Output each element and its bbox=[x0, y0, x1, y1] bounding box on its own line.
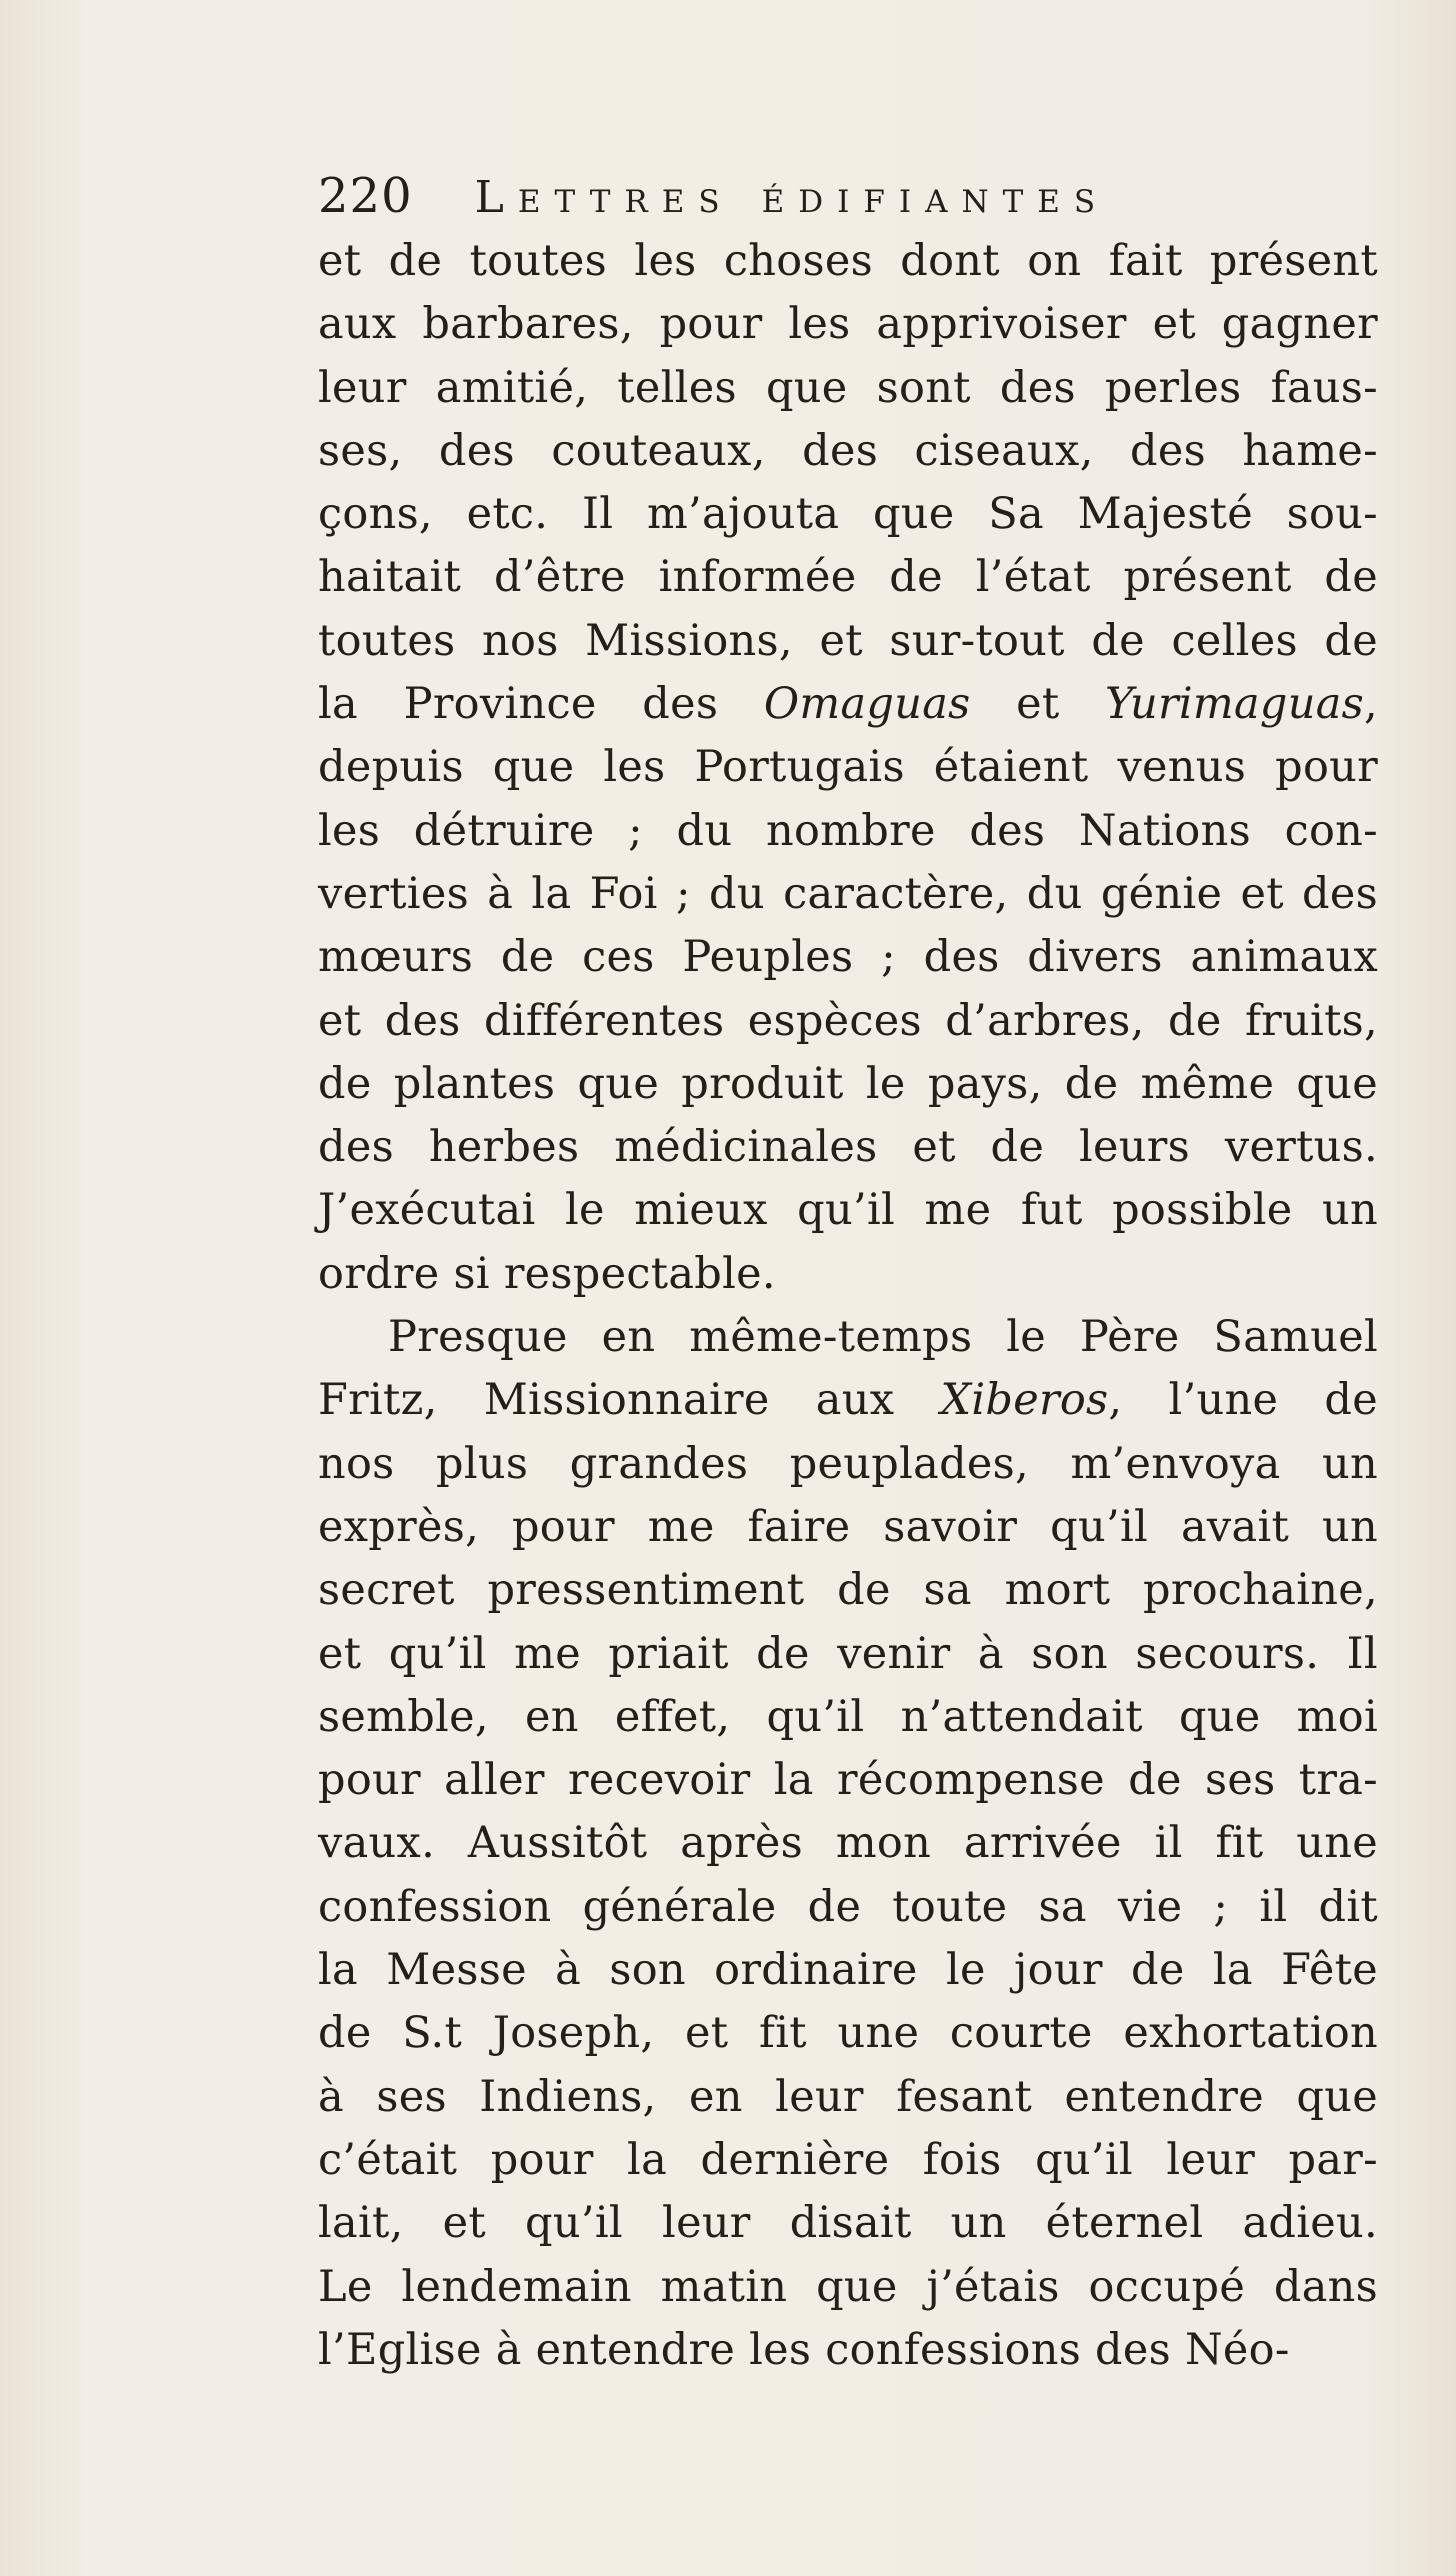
text-segment: des herbes médicinales et de leurs vertus. bbox=[318, 1122, 1378, 1173]
text-line bbox=[318, 420, 1378, 483]
text-line bbox=[318, 1306, 1378, 1369]
text-segment: J’exécutai le mieux qu’il me fut possible un bbox=[318, 1185, 1378, 1236]
text-segment: ordre si respectable. bbox=[318, 1248, 776, 1299]
text-segment: Presque en même-temps le Père Samuel bbox=[388, 1312, 1378, 1363]
text-segment: secret pressentiment de sa mort prochaine, bbox=[318, 1565, 1378, 1616]
text-line bbox=[318, 673, 1378, 736]
text-line bbox=[318, 1939, 1378, 2002]
text-line bbox=[318, 1243, 1378, 1306]
text-segment: lait, et qu’il leur disait un éternel adieu. bbox=[318, 2198, 1378, 2249]
text-line bbox=[318, 1686, 1378, 1749]
text-line bbox=[318, 2066, 1378, 2129]
text-segment: exprès, pour me faire savoir qu’il avait un bbox=[318, 1501, 1378, 1552]
text-line bbox=[318, 736, 1378, 799]
text-segment: de S.t Joseph, et fit une courte exhortation bbox=[318, 2008, 1378, 2059]
italic-text: Omaguas bbox=[763, 679, 971, 730]
text-segment: verties à la Foi ; du caractère, du génie et des bbox=[318, 868, 1378, 919]
text-segment: mœurs de ces Peuples ; des divers animaux bbox=[318, 932, 1378, 983]
text-segment: , bbox=[1364, 679, 1378, 730]
italic-text: Xiberos bbox=[940, 1375, 1109, 1426]
text-line bbox=[318, 546, 1378, 609]
text-line bbox=[318, 1433, 1378, 1496]
text-segment: l’Eglise à entendre les confessions des Néo- bbox=[318, 2324, 1290, 2375]
text-segment: la Province des bbox=[318, 679, 764, 730]
text-line bbox=[318, 610, 1378, 673]
text-line bbox=[318, 357, 1378, 420]
text-line bbox=[318, 1053, 1378, 1116]
text-segment: ses, des couteaux, des ciseaux, des hame- bbox=[318, 425, 1378, 476]
text-segment: à ses Indiens, en leur fesant entendre que bbox=[318, 2071, 1378, 2122]
text-line bbox=[318, 1623, 1378, 1686]
text-line bbox=[318, 1812, 1378, 1875]
text-segment: haitait d’être informée de l’état présent de bbox=[318, 552, 1378, 603]
text-line bbox=[318, 1496, 1378, 1559]
text-line bbox=[318, 1876, 1378, 1939]
running-head: Lettres édifiantes bbox=[474, 172, 1110, 223]
text-segment: semble, en effet, qu’il n’attendait que moi bbox=[318, 1691, 1378, 1742]
text-segment: et bbox=[970, 679, 1106, 730]
text-line bbox=[318, 1179, 1378, 1242]
body-text bbox=[318, 230, 1378, 2382]
text-line bbox=[318, 2192, 1378, 2255]
text-segment: et qu’il me priait de venir à son secours. Il bbox=[318, 1628, 1378, 1679]
text-segment: depuis que les Portugais étaient venus pour bbox=[318, 742, 1378, 793]
text-line bbox=[318, 990, 1378, 1053]
text-line bbox=[318, 1369, 1378, 1432]
text-segment: et des différentes espèces d’arbres, de fruits, bbox=[318, 995, 1378, 1046]
italic-text: Yurimaguas bbox=[1105, 679, 1365, 730]
text-line bbox=[318, 2002, 1378, 2065]
text-segment: et de toutes les choses dont on fait présent bbox=[318, 236, 1378, 286]
text-line bbox=[318, 2319, 1378, 2382]
text-segment: Le lendemain matin que j’étais occupé dans bbox=[318, 2261, 1378, 2312]
text-segment: Fritz, Missionnaire aux bbox=[318, 1375, 941, 1426]
text-line bbox=[318, 2129, 1378, 2192]
text-segment: , l’une de bbox=[1108, 1375, 1378, 1426]
text-segment: leur amitié, telles que sont des perles faus- bbox=[318, 362, 1378, 413]
text-line bbox=[318, 863, 1378, 926]
text-segment: pour aller recevoir la récompense de ses tra- bbox=[318, 1755, 1378, 1806]
text-line bbox=[318, 1749, 1378, 1812]
text-segment: de plantes que produit le pays, de même que bbox=[318, 1058, 1378, 1109]
text-segment: la Messe à son ordinaire le jour de la Fête bbox=[318, 1945, 1378, 1996]
text-segment: vaux. Aussitôt après mon arrivée il fit une bbox=[318, 1818, 1378, 1869]
text-segment: c’était pour la dernière fois qu’il leur par- bbox=[318, 2134, 1378, 2185]
text-line bbox=[318, 1116, 1378, 1179]
text-line bbox=[318, 483, 1378, 546]
text-segment: les détruire ; du nombre des Nations con- bbox=[318, 805, 1378, 856]
text-line bbox=[318, 2256, 1378, 2319]
text-line bbox=[318, 293, 1378, 356]
page-number: 220 bbox=[318, 168, 413, 224]
text-segment: nos plus grandes peuplades, m’envoya un bbox=[318, 1438, 1378, 1489]
text-line bbox=[318, 926, 1378, 989]
text-segment: toutes nos Missions, et sur-tout de celles de bbox=[318, 615, 1378, 666]
text-line bbox=[318, 230, 1378, 293]
text-segment: çons, etc. Il m’ajouta que Sa Majesté sou- bbox=[318, 489, 1378, 540]
text-segment: confession générale de toute sa vie ; il dit bbox=[318, 1881, 1378, 1932]
page-header bbox=[318, 168, 1378, 238]
text-segment: aux barbares, pour les apprivoiser et gagner bbox=[318, 299, 1378, 350]
text-line bbox=[318, 800, 1378, 863]
text-line bbox=[318, 1559, 1378, 1622]
